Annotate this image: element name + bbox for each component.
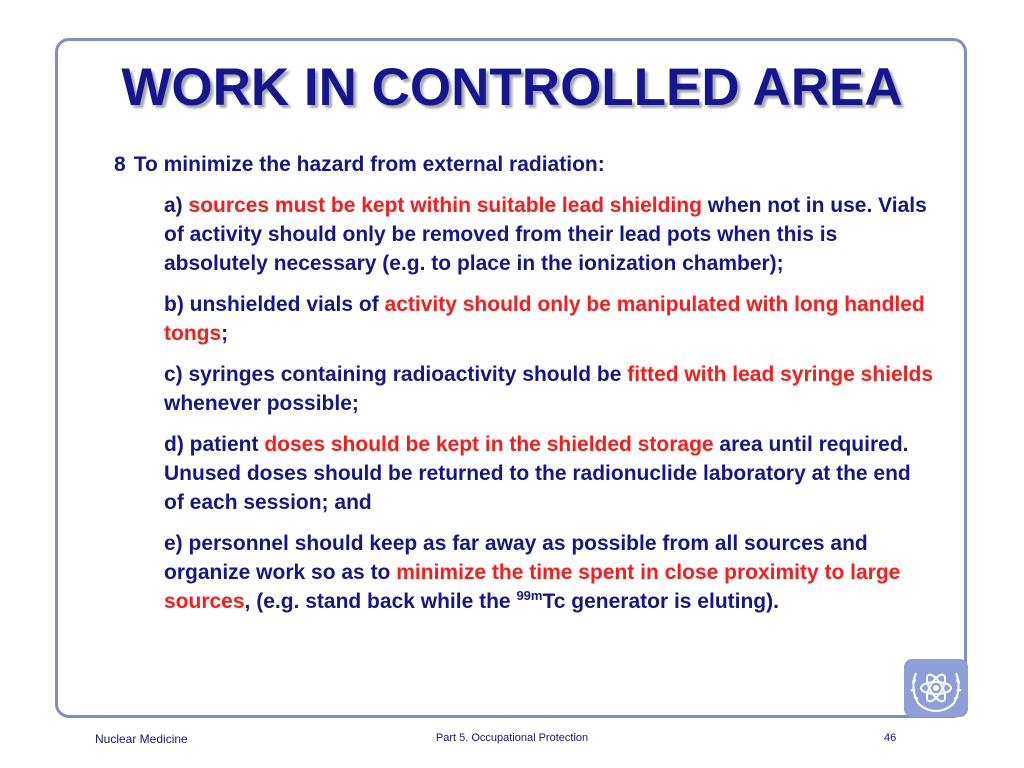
highlighted-text: sources must be kept within suitable lead shielding	[188, 194, 702, 217]
footer-part-name: Part 5. Occupational Protection	[435, 732, 589, 744]
body-text: e) personnel should keep as far away as possible from all sources and organize work so as to	[164, 532, 868, 584]
body-text: , (e.g. stand back while the	[244, 590, 517, 613]
highlighted-text: doses should be kept in the shielded storage	[264, 433, 714, 456]
body-text: Tc generator is eluting).	[542, 590, 779, 613]
highlighted-text: minimize the time spent in close proximity to large sources	[164, 561, 901, 613]
list-item	[164, 529, 936, 616]
footer-course-name: Nuclear Medicine	[95, 732, 188, 746]
body-text: b) unshielded vials of	[164, 293, 385, 316]
body-text: area until required. Unused doses should be returned to the radionuclide laboratory at the end of each session; and	[164, 433, 911, 514]
list-item	[164, 360, 936, 418]
body-text: when not in use. Vials of activity should only be removed from their lead pots when this is absolutely necessary (e.g. to place in the ionization chamber);	[164, 194, 927, 275]
body-text: c) syringes containing radioactivity should be	[164, 363, 628, 386]
section-heading	[114, 150, 944, 179]
body-text: a)	[164, 194, 189, 217]
item-list	[114, 191, 944, 616]
highlighted-text: activity should only be manipulated with long handled tongs	[164, 293, 925, 345]
slide-content	[114, 150, 944, 628]
atom-olive-wreath-icon	[904, 659, 968, 717]
iaea-logo	[904, 659, 968, 717]
slide-title: WORK IN CONTROLLED AREA	[121, 58, 903, 117]
body-text: d) patient	[164, 433, 265, 456]
list-item	[164, 290, 936, 348]
section-number: 8	[114, 153, 126, 176]
highlighted-text: fitted with lead syringe shields	[627, 363, 933, 386]
body-text: ;	[221, 322, 229, 345]
section-heading-text: To minimize the hazard from external radiation:	[133, 153, 605, 176]
list-item	[164, 430, 936, 517]
list-item	[164, 191, 936, 278]
superscript-text: 99m	[516, 588, 543, 603]
body-text: whenever possible;	[164, 392, 359, 415]
footer-page-number: 46	[884, 732, 897, 744]
